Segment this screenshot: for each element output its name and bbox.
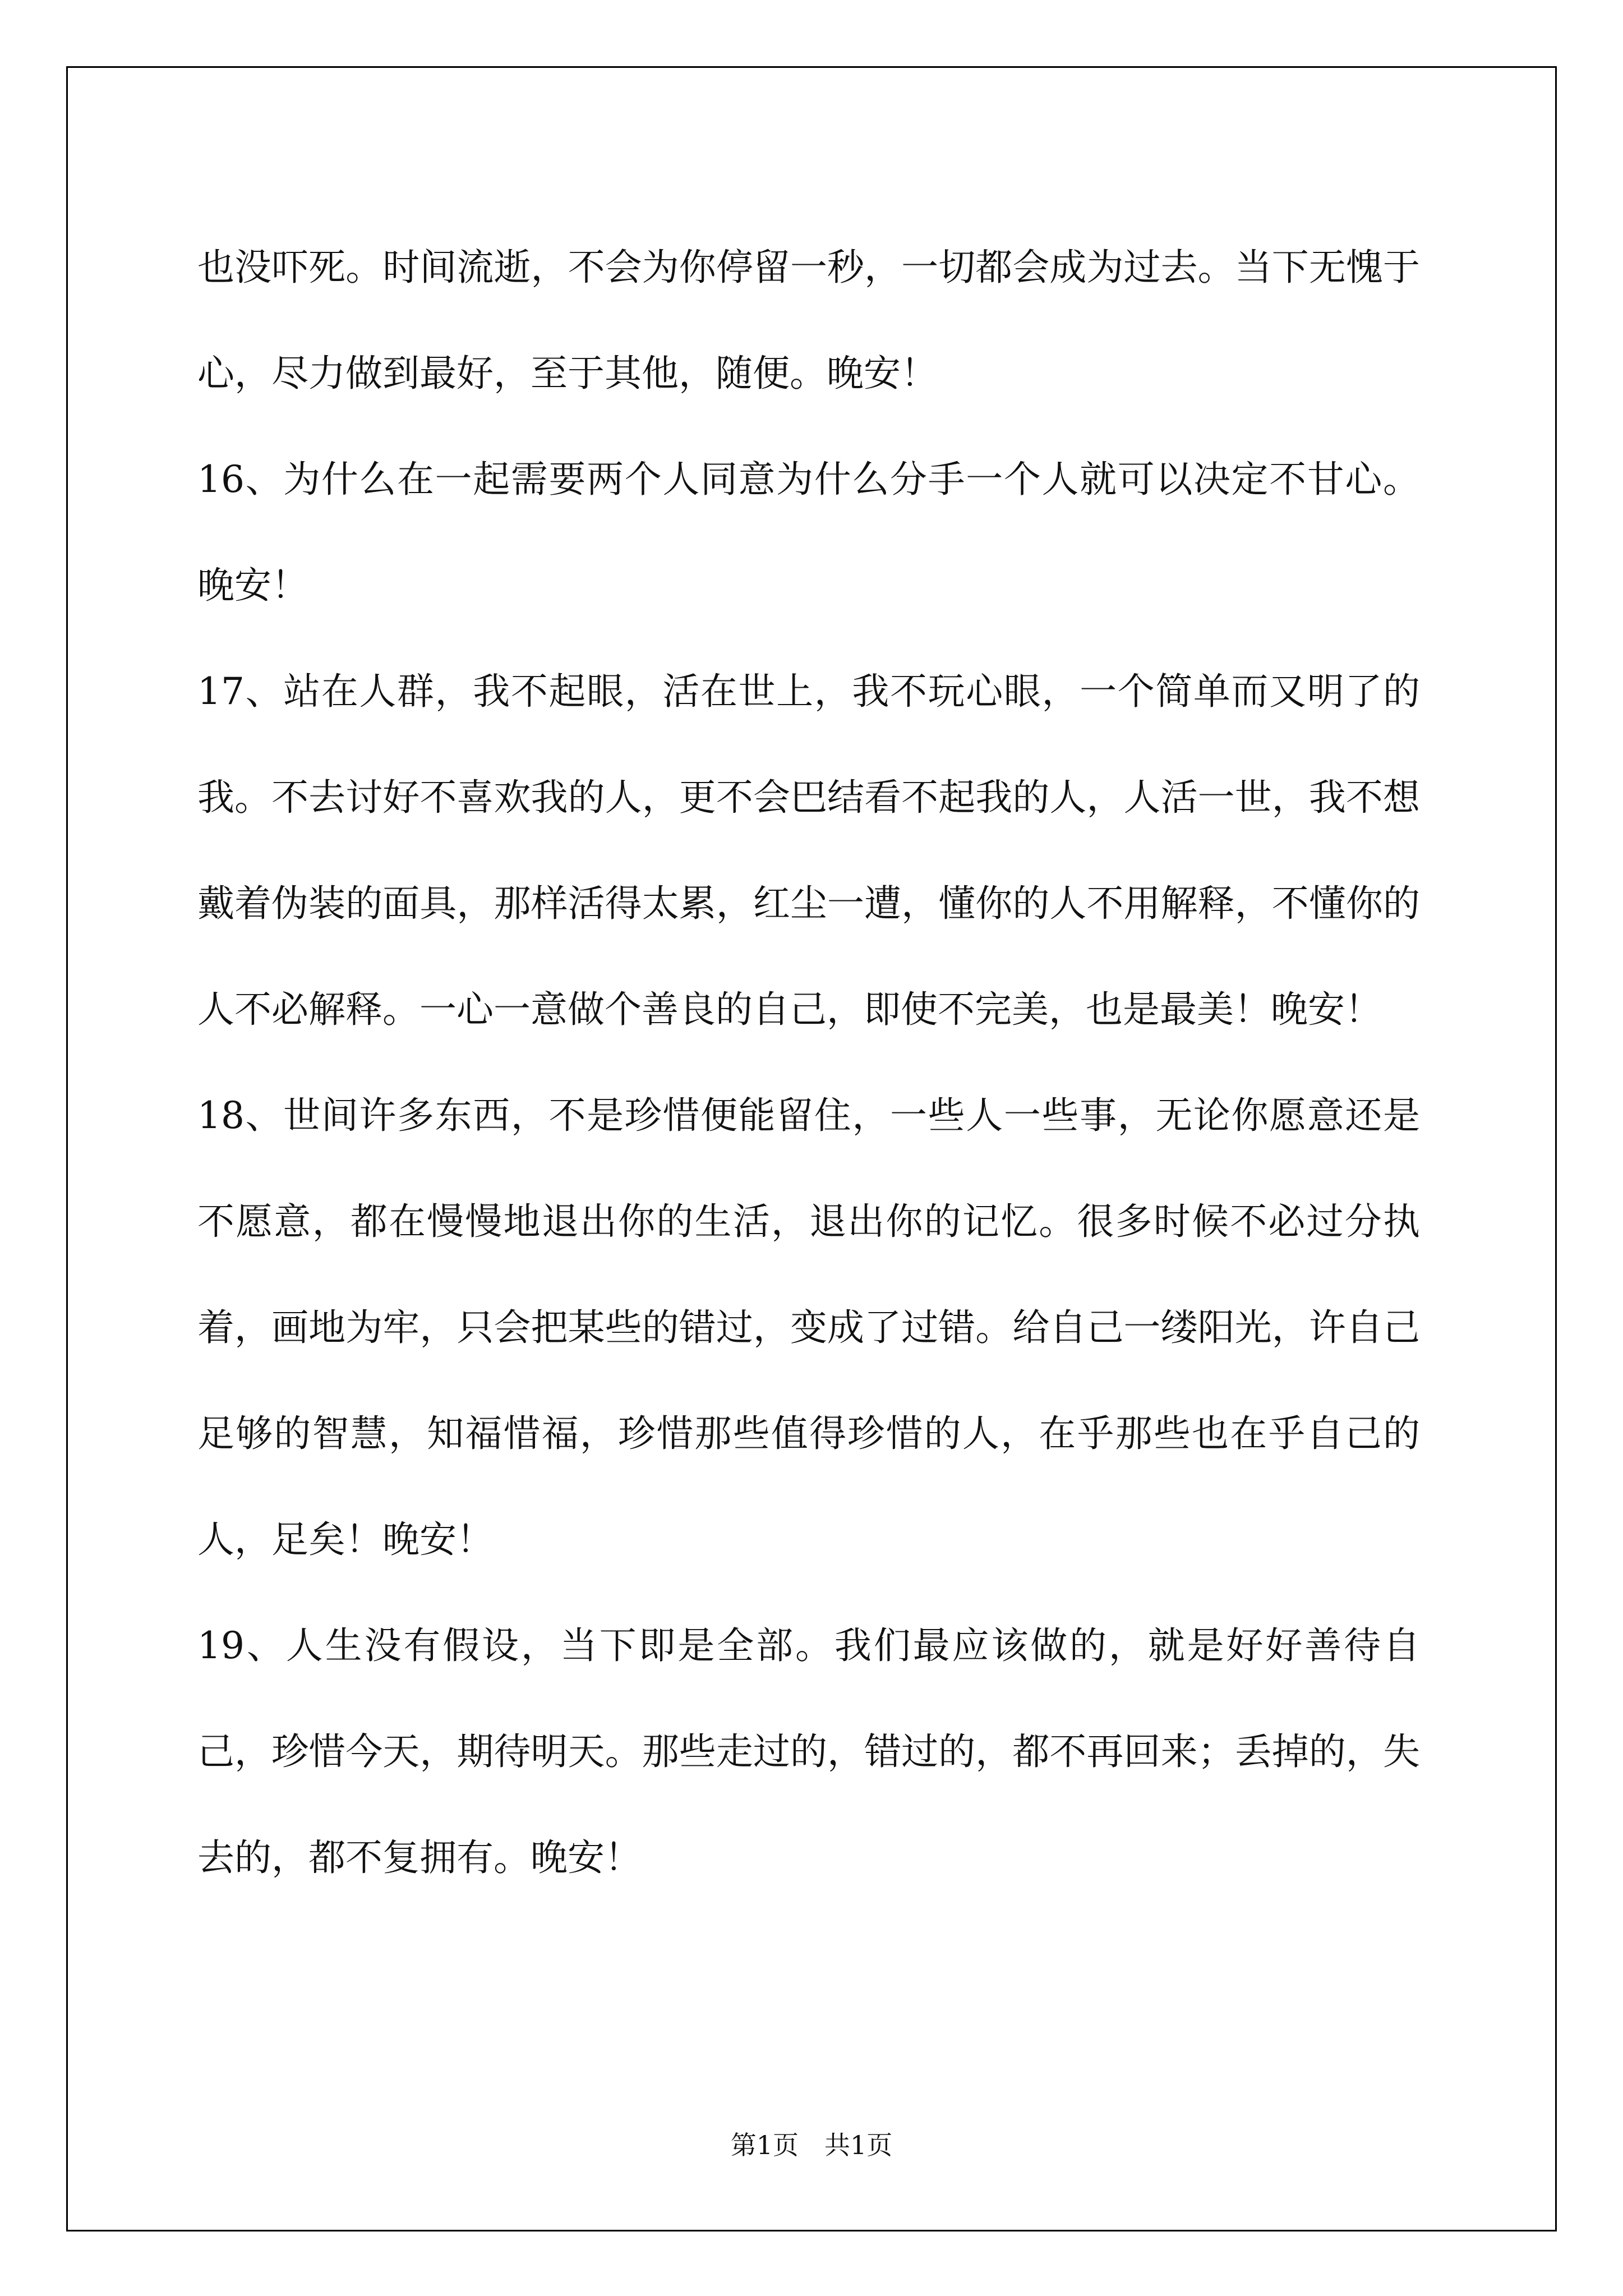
paragraph-19: 19、人生没有假设，当下即是全部。我们最应该做的，就是好好善待自己，珍惜今天，期待明天。那些走过的，错过的，都不再回来；丢掉的，失去的，都不复拥有。晚安！ [197,1624,1420,1879]
document-body [197,214,1420,1911]
paragraph-continuation: 也没吓死。时间流逝，不会为你停留一秒，一切都会成为过去。当下无愧于心，尽力做到最好，至于其他，随便。晚安！ [197,246,1420,395]
page-footer: 第1页 共1页 [730,2130,893,2160]
paragraph-16: 16、为什么在一起需要两个人同意为什么分手一个人就可以决定不甘心。晚安！ [197,458,1420,607]
paragraph-18: 18、世间许多东西，不是珍惜便能留住，一些人一些事，无论你愿意还是不愿意，都在慢慢地退出你的生活，退出你的记忆。很多时候不必过分执着，画地为牢，只会把某些的错过，变成了过错。给自己一缕阳光，许自己足够的智慧，知福惜福，珍惜那些值得珍惜的人，在乎那些也在乎自己的人，足矣！晚安！ [197,1094,1420,1561]
paragraph-17: 17、站在人群，我不起眼，活在世上，我不玩心眼，一个简单而又明了的我。不去讨好不喜欢我的人，更不会巴结看不起我的人，人活一世，我不想戴着伪装的面具，那样活得太累，红尘一遭，懂你的人不用解释，不懂你的人不必解释。一心一意做个善良的自己，即使不完美，也是最美！晚安！ [197,670,1420,1031]
